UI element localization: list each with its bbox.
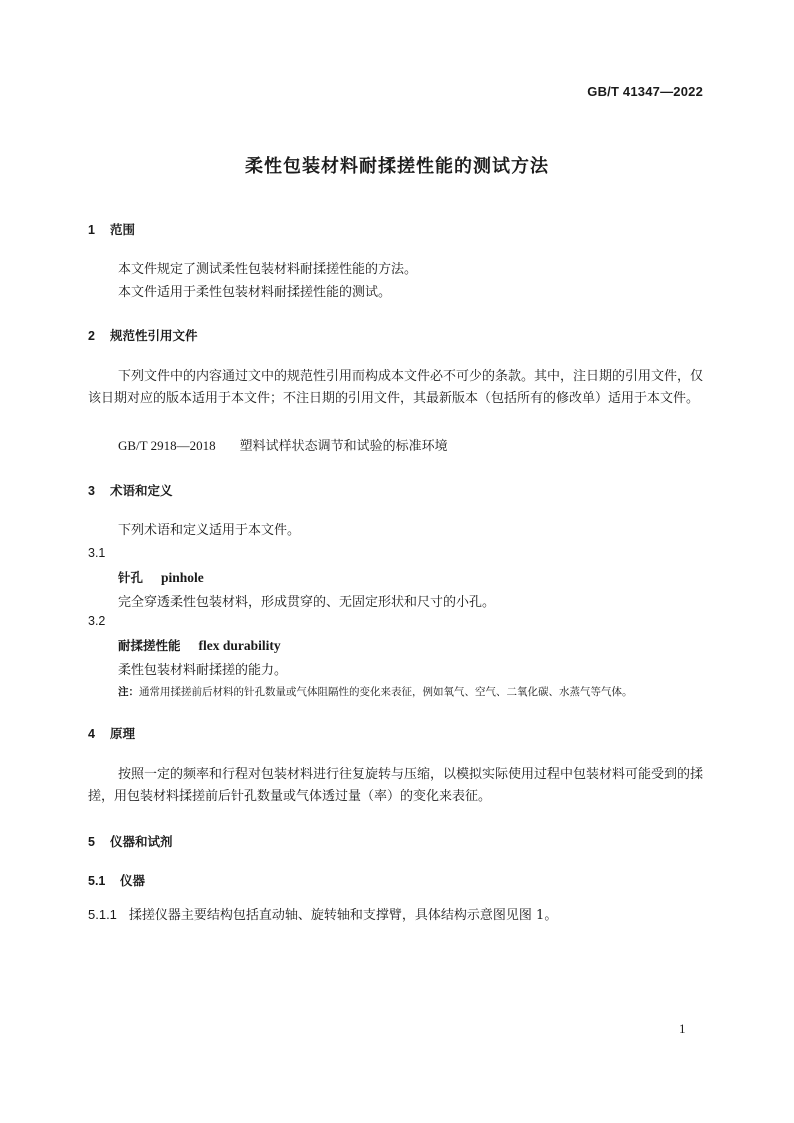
page-number: 1 [679, 1021, 686, 1036]
clause-5-1-1 [88, 904, 557, 923]
section-number: 2 [88, 329, 95, 343]
reference-code: GB/T 2918—2018 [118, 438, 216, 453]
term-note [118, 684, 633, 699]
term-entry [118, 568, 204, 586]
section-3-intro: 下列术语和定义适用于本文件。 [118, 523, 301, 538]
section-title: 原理 [110, 726, 136, 741]
section-1-paragraph-2: 本文件适用于柔性包装材料耐揉搓性能的测试。 [118, 285, 392, 300]
term-number: 3.2 [88, 614, 106, 628]
note-label: 注： [118, 686, 139, 698]
section-3-heading [88, 481, 173, 499]
term-zh: 针孔 [118, 570, 144, 585]
term-en: pinhole [161, 570, 204, 585]
section-4-paragraph: 按照一定的频率和行程对包装材料进行往复旋转与压缩，以模拟实际使用过程中包装材料可能受到的揉搓，用包装材料揉搓前后针孔数量或气体透过量（率）的变化来表征。 [88, 767, 704, 804]
section-1-heading [88, 220, 135, 238]
section-title: 规范性引用文件 [110, 328, 198, 343]
document-title: 柔性包装材料耐揉搓性能的测试方法 [245, 156, 549, 177]
section-number: 4 [88, 727, 95, 741]
subsection-number: 5.1 [88, 874, 106, 888]
section-number: 1 [88, 223, 95, 237]
term-number: 3.1 [88, 546, 106, 560]
term-definition: 柔性包装材料耐揉搓的能力。 [118, 663, 288, 678]
term-entry [118, 636, 281, 654]
clause-text: 揉搓仪器主要结构包括直动轴、旋转轴和支撑臂，具体结构示意图见图 1。 [128, 908, 558, 923]
subsection-title: 仪器 [120, 873, 146, 888]
section-number: 5 [88, 835, 95, 849]
term-definition: 完全穿透柔性包装材料，形成贯穿的、无固定形状和尺寸的小孔。 [118, 595, 496, 610]
subsection-5-1-heading [88, 871, 145, 889]
standard-number: GB/T 41347—2022 [587, 84, 703, 99]
term-zh: 耐揉搓性能 [118, 638, 181, 653]
note-text: 通常用揉搓前后材料的针孔数量或气体阻隔性的变化来表征，例如氧气、空气、二氧化碳、水蒸气等气体。 [139, 686, 633, 698]
section-5-heading [88, 832, 173, 850]
section-number: 3 [88, 484, 95, 498]
reference-title: 塑料试样状态调节和试验的标准环境 [239, 439, 448, 454]
term-en: flex durability [198, 638, 281, 653]
section-4-heading [88, 724, 135, 742]
section-title: 仪器和试剂 [110, 834, 173, 849]
section-1-paragraph-1: 本文件规定了测试柔性包装材料耐揉搓性能的方法。 [118, 262, 418, 277]
section-title: 术语和定义 [110, 483, 173, 498]
clause-number: 5.1.1 [88, 907, 117, 922]
section-2-paragraph: 下列文件中的内容通过文中的规范性引用而构成本文件必不可少的条款。其中，注日期的引用文件，仅该日期对应的版本适用于本文件；不注日期的引用文件，其最新版本（包括所有的修改单）适用于本文件。 [88, 369, 704, 406]
normative-reference [118, 435, 448, 454]
section-title: 范围 [110, 222, 136, 237]
section-2-heading [88, 326, 198, 344]
